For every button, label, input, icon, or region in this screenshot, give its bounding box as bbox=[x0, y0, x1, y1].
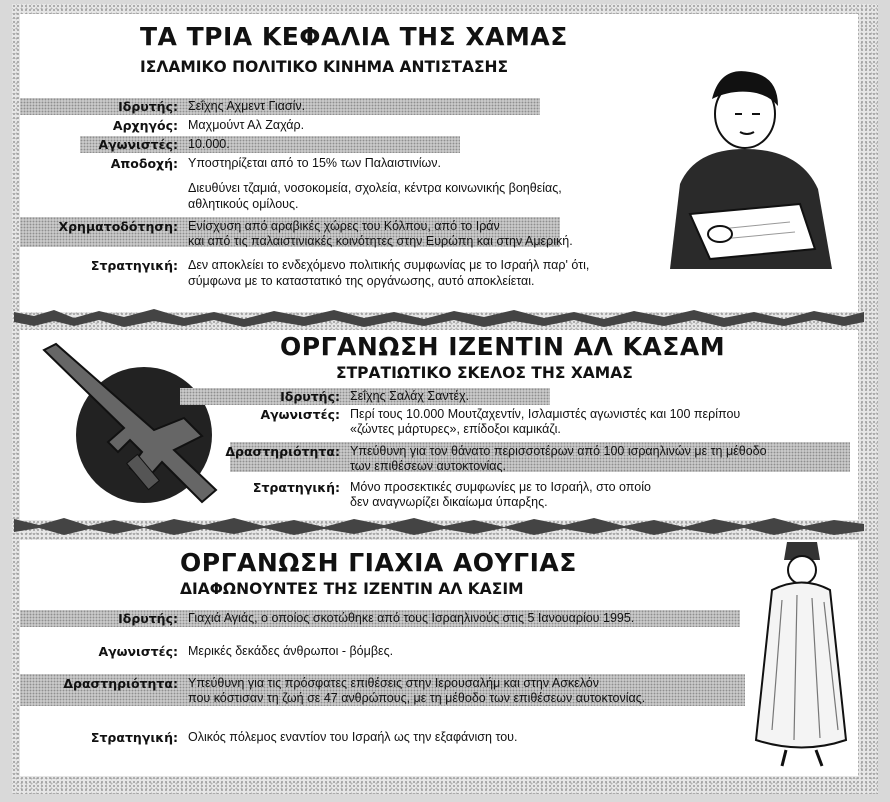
section-yahya-ayyash bbox=[20, 540, 858, 776]
founder-label: Ιδρυτής: bbox=[118, 611, 178, 626]
torn-paper-divider bbox=[14, 514, 864, 536]
fighters-line-2: «ζώντες μάρτυρες», επίδοξοι καμικάζι. bbox=[350, 422, 561, 436]
man-writing-illustration bbox=[650, 54, 840, 274]
founder-label: Ιδρυτής: bbox=[118, 99, 178, 114]
fighters-line-1: Περί τους 10.000 Μουτζαχεντίν, Ισλαμιστές αγωνιστές και 100 περίπου bbox=[350, 407, 741, 421]
activity-label: Δραστηριότητα: bbox=[63, 676, 178, 691]
section-title: ΟΡΓΑΝΩΣΗ ΙΖΕΝΤΙΝ ΑΛ ΚΑΣΑΜ bbox=[280, 332, 726, 361]
strategy-label: Στρατηγική: bbox=[90, 730, 178, 745]
section-subtitle: ΔΙΑΦΩΝΟΥΝΤΕΣ ΤΗΣ ΙΖΕΝΤΙΝ ΑΛ ΚΑΣΙΜ bbox=[180, 580, 524, 598]
section-izz-ad-din-al-qassam bbox=[20, 330, 858, 520]
leader-value: Μαχμούντ Αλ Ζαχάρ. bbox=[188, 118, 305, 132]
acceptance-label: Αποδοχή: bbox=[110, 156, 178, 171]
founder-label: Ιδρυτής: bbox=[280, 389, 340, 404]
founder-value: Γιαχιά Αγιάς, ο οποίος σκοτώθηκε από τους Ισραηλινούς στις 5 Ιανουαρίου 1995. bbox=[188, 611, 635, 625]
section-subtitle: ΣΤΡΑΤΙΩΤΙΚΟ ΣΚΕΛΟΣ ΤΗΣ ΧΑΜΑΣ bbox=[336, 364, 633, 382]
robed-figure-illustration bbox=[742, 540, 852, 770]
fighters-label: Αγωνιστές: bbox=[98, 644, 178, 659]
activity-line-1: Υπεύθυνη για τον θάνατο περισσοτέρων από 100 ισραηλινών με τη μέθοδο bbox=[350, 444, 767, 458]
strategy-line-2: σύμφωνα με το καταστατικό της οργάνωσης, αυτό αποκλείεται. bbox=[188, 274, 535, 288]
activity-line-2: των επιθέσεων αυτοκτονίας. bbox=[350, 459, 506, 473]
strategy-line-2: δεν αναγνωρίζει δικαίωμα ύπαρξης. bbox=[350, 495, 548, 509]
section-title: ΤΑ ΤΡΙΑ ΚΕΦΑΛΙΑ ΤΗΣ ΧΑΜΑΣ bbox=[140, 22, 568, 51]
fighters-label: Αγωνιστές: bbox=[260, 407, 340, 422]
section-hamas bbox=[20, 14, 858, 312]
fighters-value: 10.000. bbox=[188, 137, 230, 151]
funding-line-1: Ενίσχυση από αραβικές χώρες του Κόλπου, από το Ιράν bbox=[188, 219, 500, 233]
acceptance-line-3: αθλητικούς ομίλους. bbox=[188, 197, 299, 211]
leader-label: Αρχηγός: bbox=[112, 118, 178, 133]
strategy-value: Ολικός πόλεμος εναντίον του Ισραήλ ως την εξαφάνιση του. bbox=[188, 730, 518, 744]
funding-line-2: και από τις παλαιστινιακές κοινότητες στην Ευρώπη και στην Αμερική. bbox=[188, 234, 573, 248]
funding-label: Χρηματοδότηση: bbox=[58, 219, 178, 234]
strategy-label: Στρατηγική: bbox=[90, 258, 178, 273]
activity-line-1: Υπεύθυνη για τις πρόσφατες επιθέσεις στην Ιερουσαλήμ και στην Ασκελόν bbox=[188, 676, 600, 690]
activity-line-2: που κόστισαν τη ζωή σε 47 ανθρώπους, με τη μέθοδο των επιθέσεων αυτοκτονίας. bbox=[188, 691, 646, 705]
section-title: ΟΡΓΑΝΩΣΗ ΓΙΑΧΙΑ ΑΟΥΓΙΑΣ bbox=[180, 548, 577, 577]
founder-value: Σεΐχης Αχμεντ Γιασίν. bbox=[188, 99, 306, 113]
section-subtitle: ΙΣΛΑΜΙΚΟ ΠΟΛΙΤΙΚΟ ΚΙΝΗΜΑ ΑΝΤΙΣΤΑΣΗΣ bbox=[140, 58, 509, 76]
strategy-line-1: Μόνο προσεκτικές συμφωνίες με το Ισραήλ, στο οποίο bbox=[350, 480, 651, 494]
strategy-label: Στρατηγική: bbox=[252, 480, 340, 495]
fighters-label: Αγωνιστές: bbox=[98, 137, 178, 152]
strategy-line-1: Δεν αποκλείει το ενδεχόμενο πολιτικής συμφωνίας με το Ισραήλ παρ' ότι, bbox=[188, 258, 590, 272]
acceptance-line-2: Διευθύνει τζαμιά, νοσοκομεία, σχολεία, κέντρα κοινωνικής βοηθείας, bbox=[188, 181, 562, 195]
torn-paper-divider bbox=[14, 306, 864, 328]
acceptance-line-1: Υποστηρίζεται από το 15% των Παλαιστινίων. bbox=[188, 156, 442, 170]
fighters-value: Μερικές δεκάδες άνθρωποι - βόμβες. bbox=[188, 644, 394, 658]
activity-label: Δραστηριότητα: bbox=[225, 444, 340, 459]
founder-value: Σεΐχης Σαλάχ Σαντέχ. bbox=[350, 389, 470, 403]
